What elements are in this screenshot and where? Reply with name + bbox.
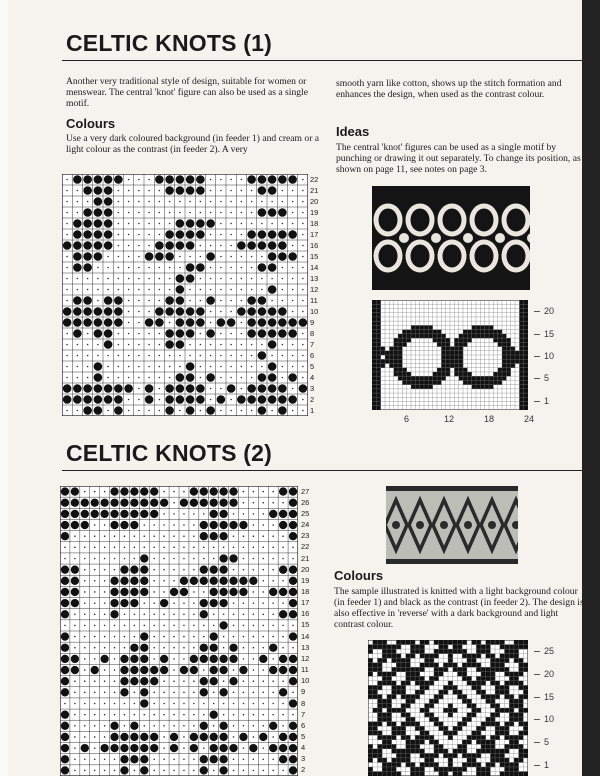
chart-row-number: 22 — [301, 542, 310, 552]
scale-label: 1 — [544, 395, 550, 406]
section2-punchcard-chart — [60, 486, 298, 776]
chart-row-number: 27 — [301, 486, 310, 496]
chart-row-number: 4 — [301, 743, 306, 753]
chart-row-number: 6 — [301, 720, 306, 730]
section1-intro: Another very traditional style of design, suitable for women or menswear. The central 'knot' figure can also be used as a single motif. — [66, 76, 308, 109]
chart-row-number: 10 — [301, 676, 310, 686]
chart-row-number: 12 — [310, 284, 319, 294]
scale-label: 15 — [544, 691, 555, 702]
chart-row-number: 18 — [310, 218, 319, 228]
section1-knitted-sample-photo — [372, 186, 530, 290]
section2-motif-row-scale — [530, 640, 570, 776]
chart-row-number: 23 — [301, 531, 310, 541]
scale-label: 5 — [544, 737, 550, 747]
chart-row-number: 18 — [301, 586, 310, 596]
chart-row-number: 9 — [310, 317, 315, 327]
chart-row-number: 19 — [301, 575, 310, 585]
section1-colours-text: Use a very dark coloured background (in feeder 1) and cream or a light colour as the contrast (in feeder 2). A very — [66, 133, 320, 155]
chart-row-number: 20 — [301, 564, 310, 574]
scale-label: 10 — [544, 351, 555, 361]
chart-row-number: 5 — [301, 731, 306, 741]
chart-row-number: 7 — [310, 339, 315, 349]
chart-row-number: 26 — [301, 497, 310, 507]
chart-row-number: 8 — [310, 328, 315, 338]
chart-row-number: 14 — [301, 631, 310, 641]
scale-label: 6 — [404, 414, 410, 424]
scale-label: 12 — [444, 414, 455, 424]
section1-chart-row-numbers — [310, 174, 324, 416]
chart-row-number: 2 — [310, 394, 315, 404]
scale-label: 15 — [544, 328, 555, 339]
chart-row-number: 19 — [310, 207, 319, 217]
chart-row-number: 8 — [301, 698, 306, 708]
scale-tick — [534, 401, 540, 402]
section1-ideas-heading: Ideas — [336, 124, 370, 139]
page-edge — [0, 0, 8, 776]
chart-row-number: 2 — [301, 765, 306, 775]
chart-row-number: 15 — [301, 620, 310, 630]
chart-row-number: 9 — [301, 687, 306, 697]
chart-row-number: 22 — [310, 174, 319, 184]
scale-tick — [534, 311, 540, 312]
scale-tick — [534, 742, 540, 743]
chart-row-number: 6 — [310, 350, 315, 360]
chart-row-number: 13 — [301, 642, 310, 652]
chart-row-number: 3 — [301, 754, 306, 764]
chart-row-number: 10 — [310, 306, 319, 316]
chart-row-number: 4 — [310, 372, 315, 382]
section2-title-rule — [62, 470, 582, 471]
scale-label: 18 — [484, 414, 495, 424]
chart-row-number: 13 — [310, 273, 319, 283]
chart-row-number: 16 — [310, 240, 319, 250]
scale-tick — [534, 356, 540, 357]
section1-motif-row-scale — [530, 300, 570, 412]
section1-title-rule — [62, 60, 582, 61]
section1-ideas-text: The central 'knot' figures can be used as a single motif by punching or drawing it out separately. To change its position, as shown on page 11, see notes on page 3. — [336, 142, 581, 175]
chart-row-number: 15 — [310, 251, 319, 261]
section1-right-text: smooth yarn like cotton, shows up the stitch formation and enhances the design, when used as the contrast colour. — [336, 78, 562, 100]
scale-tick — [534, 765, 540, 766]
scale-tick — [534, 697, 540, 698]
chart-row-number: 1 — [310, 405, 315, 415]
scale-label: 1 — [544, 759, 550, 770]
section2-chart-row-numbers — [301, 486, 315, 776]
chart-row-number: 16 — [301, 609, 310, 619]
section2-title: CELTIC KNOTS (2) — [66, 440, 272, 466]
chart-row-number: 21 — [301, 553, 310, 563]
scale-label: 5 — [544, 373, 550, 384]
scale-tick — [534, 719, 540, 720]
chart-row-number: 21 — [310, 185, 319, 195]
scale-tick — [534, 674, 540, 675]
chart-row-number: 7 — [301, 709, 306, 719]
scale-label: 20 — [544, 669, 555, 679]
section1-motif-stitch-scale — [372, 414, 542, 426]
section2-motif-chart — [368, 640, 528, 776]
section1-colours-heading: Colours — [66, 116, 116, 131]
chart-row-number: 17 — [310, 229, 319, 239]
chart-row-number: 11 — [301, 665, 309, 675]
section1-punchcard-chart — [62, 174, 308, 416]
section2-colours-heading: Colours — [334, 568, 384, 583]
scale-tick — [534, 378, 540, 379]
scale-tick — [534, 651, 540, 652]
chart-row-number: 24 — [301, 520, 310, 530]
chart-row-number: 11 — [310, 295, 318, 305]
chart-row-number: 14 — [310, 262, 319, 272]
scale-label: 10 — [544, 714, 555, 725]
scale-label: 20 — [544, 306, 555, 317]
chart-row-number: 20 — [310, 196, 319, 206]
section1-motif-chart — [372, 300, 528, 410]
section2-knitted-sample-photo — [386, 486, 518, 564]
chart-row-number: 17 — [301, 598, 310, 608]
section1-title: CELTIC KNOTS (1) — [66, 30, 272, 56]
scale-label: 25 — [544, 646, 555, 657]
scale-tick — [534, 334, 540, 335]
chart-row-number: 5 — [310, 361, 315, 371]
book-spine-shadow — [582, 0, 600, 776]
chart-row-number: 3 — [310, 383, 315, 393]
chart-row-number: 12 — [301, 653, 310, 663]
scale-label: 24 — [524, 414, 535, 424]
chart-row-number: 25 — [301, 508, 310, 518]
section2-colours-text: The sample illustrated is knitted with a light background colour (in feeder 1) and black as the contrast (in feeder 2). The design is also effective in 'reverse' with a dark background and light contrast colour. — [334, 586, 584, 630]
